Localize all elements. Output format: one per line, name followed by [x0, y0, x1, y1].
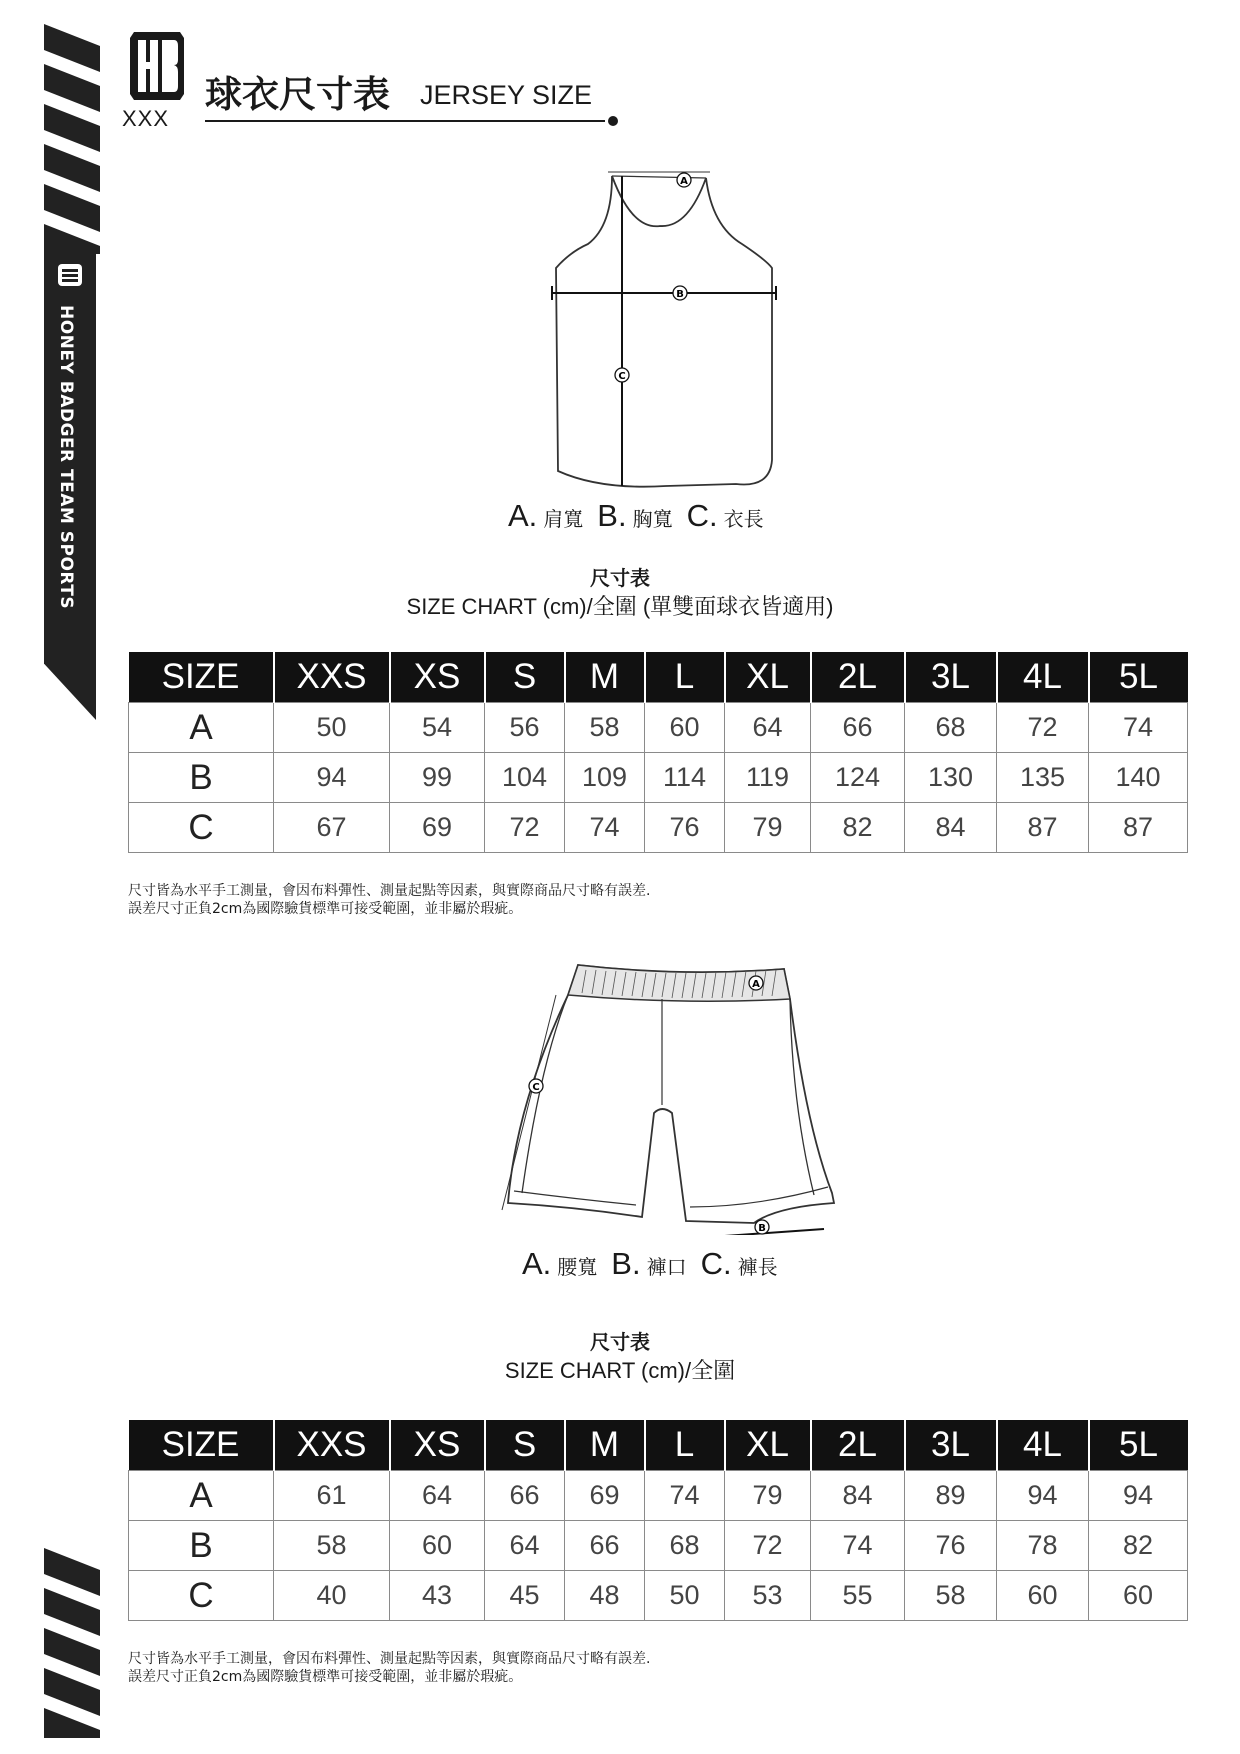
table-cell: 72	[997, 703, 1089, 753]
table-cell: 55	[811, 1571, 905, 1621]
header-cell: XL	[725, 652, 811, 703]
table-cell: 64	[390, 1471, 485, 1521]
table-cell: 43	[390, 1571, 485, 1621]
header-cell: XS	[390, 1420, 485, 1471]
row-label: C	[129, 803, 274, 853]
table-cell: 94	[274, 753, 390, 803]
table-cell: 94	[1089, 1471, 1188, 1521]
row-label: C	[129, 1571, 274, 1621]
title-underline	[205, 120, 605, 122]
table-cell: 72	[485, 803, 565, 853]
table-row	[129, 703, 1188, 753]
table-cell: 130	[905, 753, 997, 803]
shorts-legend	[522, 1246, 778, 1282]
table-cell: 66	[565, 1521, 645, 1571]
table-cell: 124	[811, 753, 905, 803]
table-cell: 66	[811, 703, 905, 753]
table-cell: 87	[1089, 803, 1188, 853]
table-row	[129, 1521, 1188, 1571]
table-cell: 58	[274, 1521, 390, 1571]
note-line: 誤差尺寸正負2cm為國際驗貨標準可接受範圍，並非屬於瑕疵。	[128, 901, 523, 917]
title-dot	[608, 116, 618, 126]
note-line: 誤差尺寸正負2cm為國際驗貨標準可接受範圍，並非屬於瑕疵。	[128, 1669, 523, 1685]
row-label: B	[129, 753, 274, 803]
sub-mark: XXX	[122, 106, 170, 131]
table-cell: 74	[645, 1471, 725, 1521]
table-cell: 60	[645, 703, 725, 753]
header-cell: 2L	[811, 1420, 905, 1471]
table-cell: 68	[905, 703, 997, 753]
header-cell: XL	[725, 1420, 811, 1471]
table-cell: 84	[905, 803, 997, 853]
table-row	[129, 1471, 1188, 1521]
table-cell: 104	[485, 753, 565, 803]
table-cell: 79	[725, 1471, 811, 1521]
header-cell: XXS	[274, 652, 390, 703]
table-cell: 79	[725, 803, 811, 853]
table-cell: 99	[390, 753, 485, 803]
table-cell: 89	[905, 1471, 997, 1521]
table-cell: 60	[997, 1571, 1089, 1621]
header-cell: S	[485, 652, 565, 703]
table-cell: 119	[725, 753, 811, 803]
header-cell: 4L	[997, 1420, 1089, 1471]
svg-text:B: B	[676, 289, 684, 300]
legend-item-b: B. 褲口	[611, 1246, 687, 1281]
table-cell: 58	[905, 1571, 997, 1621]
table-cell: 82	[811, 803, 905, 853]
table-cell: 135	[997, 753, 1089, 803]
header-cell: L	[645, 652, 725, 703]
table-cell: 53	[725, 1571, 811, 1621]
header-cell: L	[645, 1420, 725, 1471]
page-title-en: JERSEY SIZE	[420, 80, 593, 110]
jersey-legend	[508, 498, 764, 534]
jersey-caption-en: SIZE CHART (cm)/全圍 (單雙面球衣皆適用)	[406, 594, 834, 619]
row-label: A	[129, 1471, 274, 1521]
page-title: 球衣尺寸表	[205, 73, 390, 116]
header-cell: M	[565, 652, 645, 703]
hb-small-logo-icon	[56, 262, 84, 288]
table-cell: 67	[274, 803, 390, 853]
header-cell: SIZE	[129, 652, 274, 703]
table-cell: 76	[905, 1521, 997, 1571]
table-row	[129, 803, 1188, 853]
table-cell: 114	[645, 753, 725, 803]
table-cell: 60	[1089, 1571, 1188, 1621]
svg-text:C: C	[618, 371, 626, 382]
table-cell: 50	[645, 1571, 725, 1621]
svg-text:A: A	[680, 176, 688, 187]
table-cell: 64	[725, 703, 811, 753]
table-cell: 64	[485, 1521, 565, 1571]
shorts-caption-en: SIZE CHART (cm)/全圍	[504, 1358, 736, 1383]
table-cell: 68	[645, 1521, 725, 1571]
table-cell: 94	[997, 1471, 1089, 1521]
table-cell: 78	[997, 1521, 1089, 1571]
table-cell: 56	[485, 703, 565, 753]
header-cell: 5L	[1089, 1420, 1188, 1471]
legend-item-a: A. 腰寬	[522, 1246, 598, 1281]
svg-text:B: B	[758, 1223, 766, 1234]
svg-text:C: C	[532, 1082, 540, 1093]
side-brand-text: HONEY BADGER TEAM SPORTS	[56, 305, 76, 610]
header-cell: SIZE	[129, 1420, 274, 1471]
header-cell: XS	[390, 652, 485, 703]
table-row	[129, 1571, 1188, 1621]
header-cell: XXS	[274, 1420, 390, 1471]
shorts-diagram	[486, 955, 846, 1235]
legend-item-c: C. 衣長	[686, 498, 764, 533]
shorts-note	[128, 1650, 650, 1686]
table-cell: 69	[565, 1471, 645, 1521]
shorts-caption-zh: 尺寸表	[590, 1330, 650, 1354]
svg-text:A: A	[752, 979, 760, 990]
table-cell: 69	[390, 803, 485, 853]
jersey-size-table	[128, 652, 1188, 853]
table-cell: 54	[390, 703, 485, 753]
table-cell: 76	[645, 803, 725, 853]
table-row	[129, 753, 1188, 803]
table-cell: 45	[485, 1571, 565, 1621]
jersey-diagram	[540, 168, 780, 493]
table-cell: 48	[565, 1571, 645, 1621]
table-cell: 140	[1089, 753, 1188, 803]
table-cell: 61	[274, 1471, 390, 1521]
table-cell: 66	[485, 1471, 565, 1521]
header-cell: 5L	[1089, 652, 1188, 703]
table-header-row	[129, 652, 1188, 703]
shorts-size-table	[128, 1420, 1188, 1621]
table-cell: 40	[274, 1571, 390, 1621]
legend-item-b: B. 胸寬	[597, 498, 673, 533]
header-cell: M	[565, 1420, 645, 1471]
table-cell: 74	[1089, 703, 1188, 753]
jersey-note	[128, 882, 650, 918]
header-cell: 3L	[905, 652, 997, 703]
header-cell: S	[485, 1420, 565, 1471]
table-cell: 72	[725, 1521, 811, 1571]
jersey-caption-zh: 尺寸表	[590, 566, 650, 590]
header-cell: 4L	[997, 652, 1089, 703]
table-cell: 58	[565, 703, 645, 753]
decorative-stripes-top	[44, 24, 100, 254]
row-label: A	[129, 703, 274, 753]
note-line: 尺寸皆為水平手工測量，會因布料彈性、測量起點等因素，與實際商品尺寸略有誤差.	[128, 883, 651, 899]
table-cell: 74	[811, 1521, 905, 1571]
table-cell: 82	[1089, 1521, 1188, 1571]
table-header-row	[129, 1420, 1188, 1471]
table-cell: 87	[997, 803, 1089, 853]
decorative-stripes-bottom	[44, 1548, 100, 1738]
table-cell: 50	[274, 703, 390, 753]
header-cell: 3L	[905, 1420, 997, 1471]
table-cell: 74	[565, 803, 645, 853]
hb-logo-icon	[128, 30, 186, 102]
table-cell: 84	[811, 1471, 905, 1521]
note-line: 尺寸皆為水平手工測量，會因布料彈性、測量起點等因素，與實際商品尺寸略有誤差.	[128, 1651, 651, 1667]
legend-item-a: A. 肩寬	[508, 498, 584, 533]
legend-item-c: C. 褲長	[700, 1246, 778, 1281]
row-label: B	[129, 1521, 274, 1571]
table-cell: 60	[390, 1521, 485, 1571]
table-cell: 109	[565, 753, 645, 803]
header-cell: 2L	[811, 652, 905, 703]
